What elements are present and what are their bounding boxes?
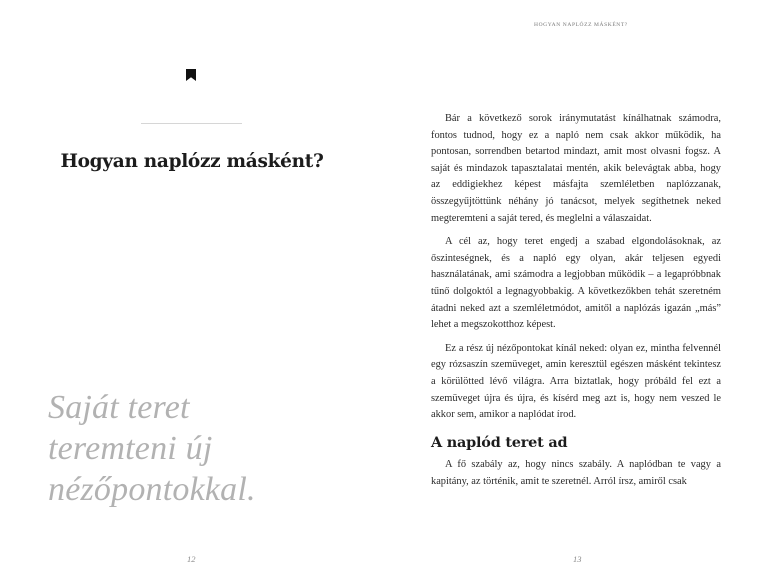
pull-quote xyxy=(48,387,256,510)
paragraph: A cél az, hogy teret engedj a szabad elgondolásoknak, az őszinteségnek, és a napló egy olyan, akár teljesen egyedi használatának, ami számodra a legjobban működik – a legapróbbnak tűnő dolgoktól a legnagyobbakig. A következőkben tehát szeretném átadni neked azt a szemléletmódot, amitől a naplózás igazán „más” lehet a megszokotthoz képest. xyxy=(431,236,721,331)
section-heading: A naplód teret ad xyxy=(431,433,568,451)
pull-quote-line: teremteni új xyxy=(48,430,213,467)
pull-quote-line: nézőpontokkal. xyxy=(48,471,256,508)
page-number-right: 13 xyxy=(573,554,582,564)
bookmark-icon xyxy=(186,69,196,81)
running-header: HOGYAN NAPLÓZZ MÁSKÉNT? xyxy=(534,22,628,28)
paragraph: Bár a következő sorok iránymutatást kínálhatnak számodra, fontos tudnod, hogy ez a napló nem csak akkor működik, ha pontosan, sorrendben betartod mindazt, amit most olvasni fogsz. A saját és mindazok tapasztalatai mentén, akik belevágtak abba, hogy az eddigiekhez képest másfajta szemléletben naplózzanak, összegyűjtöttünk néhány jó tanácsot, melyek segíthetnek neked megteremteni a saját tered, és meglelni a válaszaidat. xyxy=(431,113,721,224)
paragraph: Ez a rész új nézőpontokat kínál neked: olyan ez, mintha felvennél egy rózsaszín szemüveget, amin keresztül egészen másként tekintesz a körülötted lévő világra. Arra biztatlak, hogy próbáld fel ezt a szemüveget újra és újra, és kísérd meg azt is, hogy nem veszed le akkor sem, amikor a naplódat írod. xyxy=(431,342,721,421)
pull-quote-line: Saját teret xyxy=(48,389,190,426)
page-number-left: 12 xyxy=(187,554,196,564)
chapter-divider xyxy=(141,123,242,124)
body-text xyxy=(431,111,721,497)
chapter-title: Hogyan naplózz másként? xyxy=(60,151,324,172)
paragraph: A fő szabály az, hogy nincs szabály. A naplódban te vagy a kapitány, az történik, amit te szeretnél. Arról írsz, amiről csak xyxy=(431,459,721,487)
right-page xyxy=(384,0,768,582)
